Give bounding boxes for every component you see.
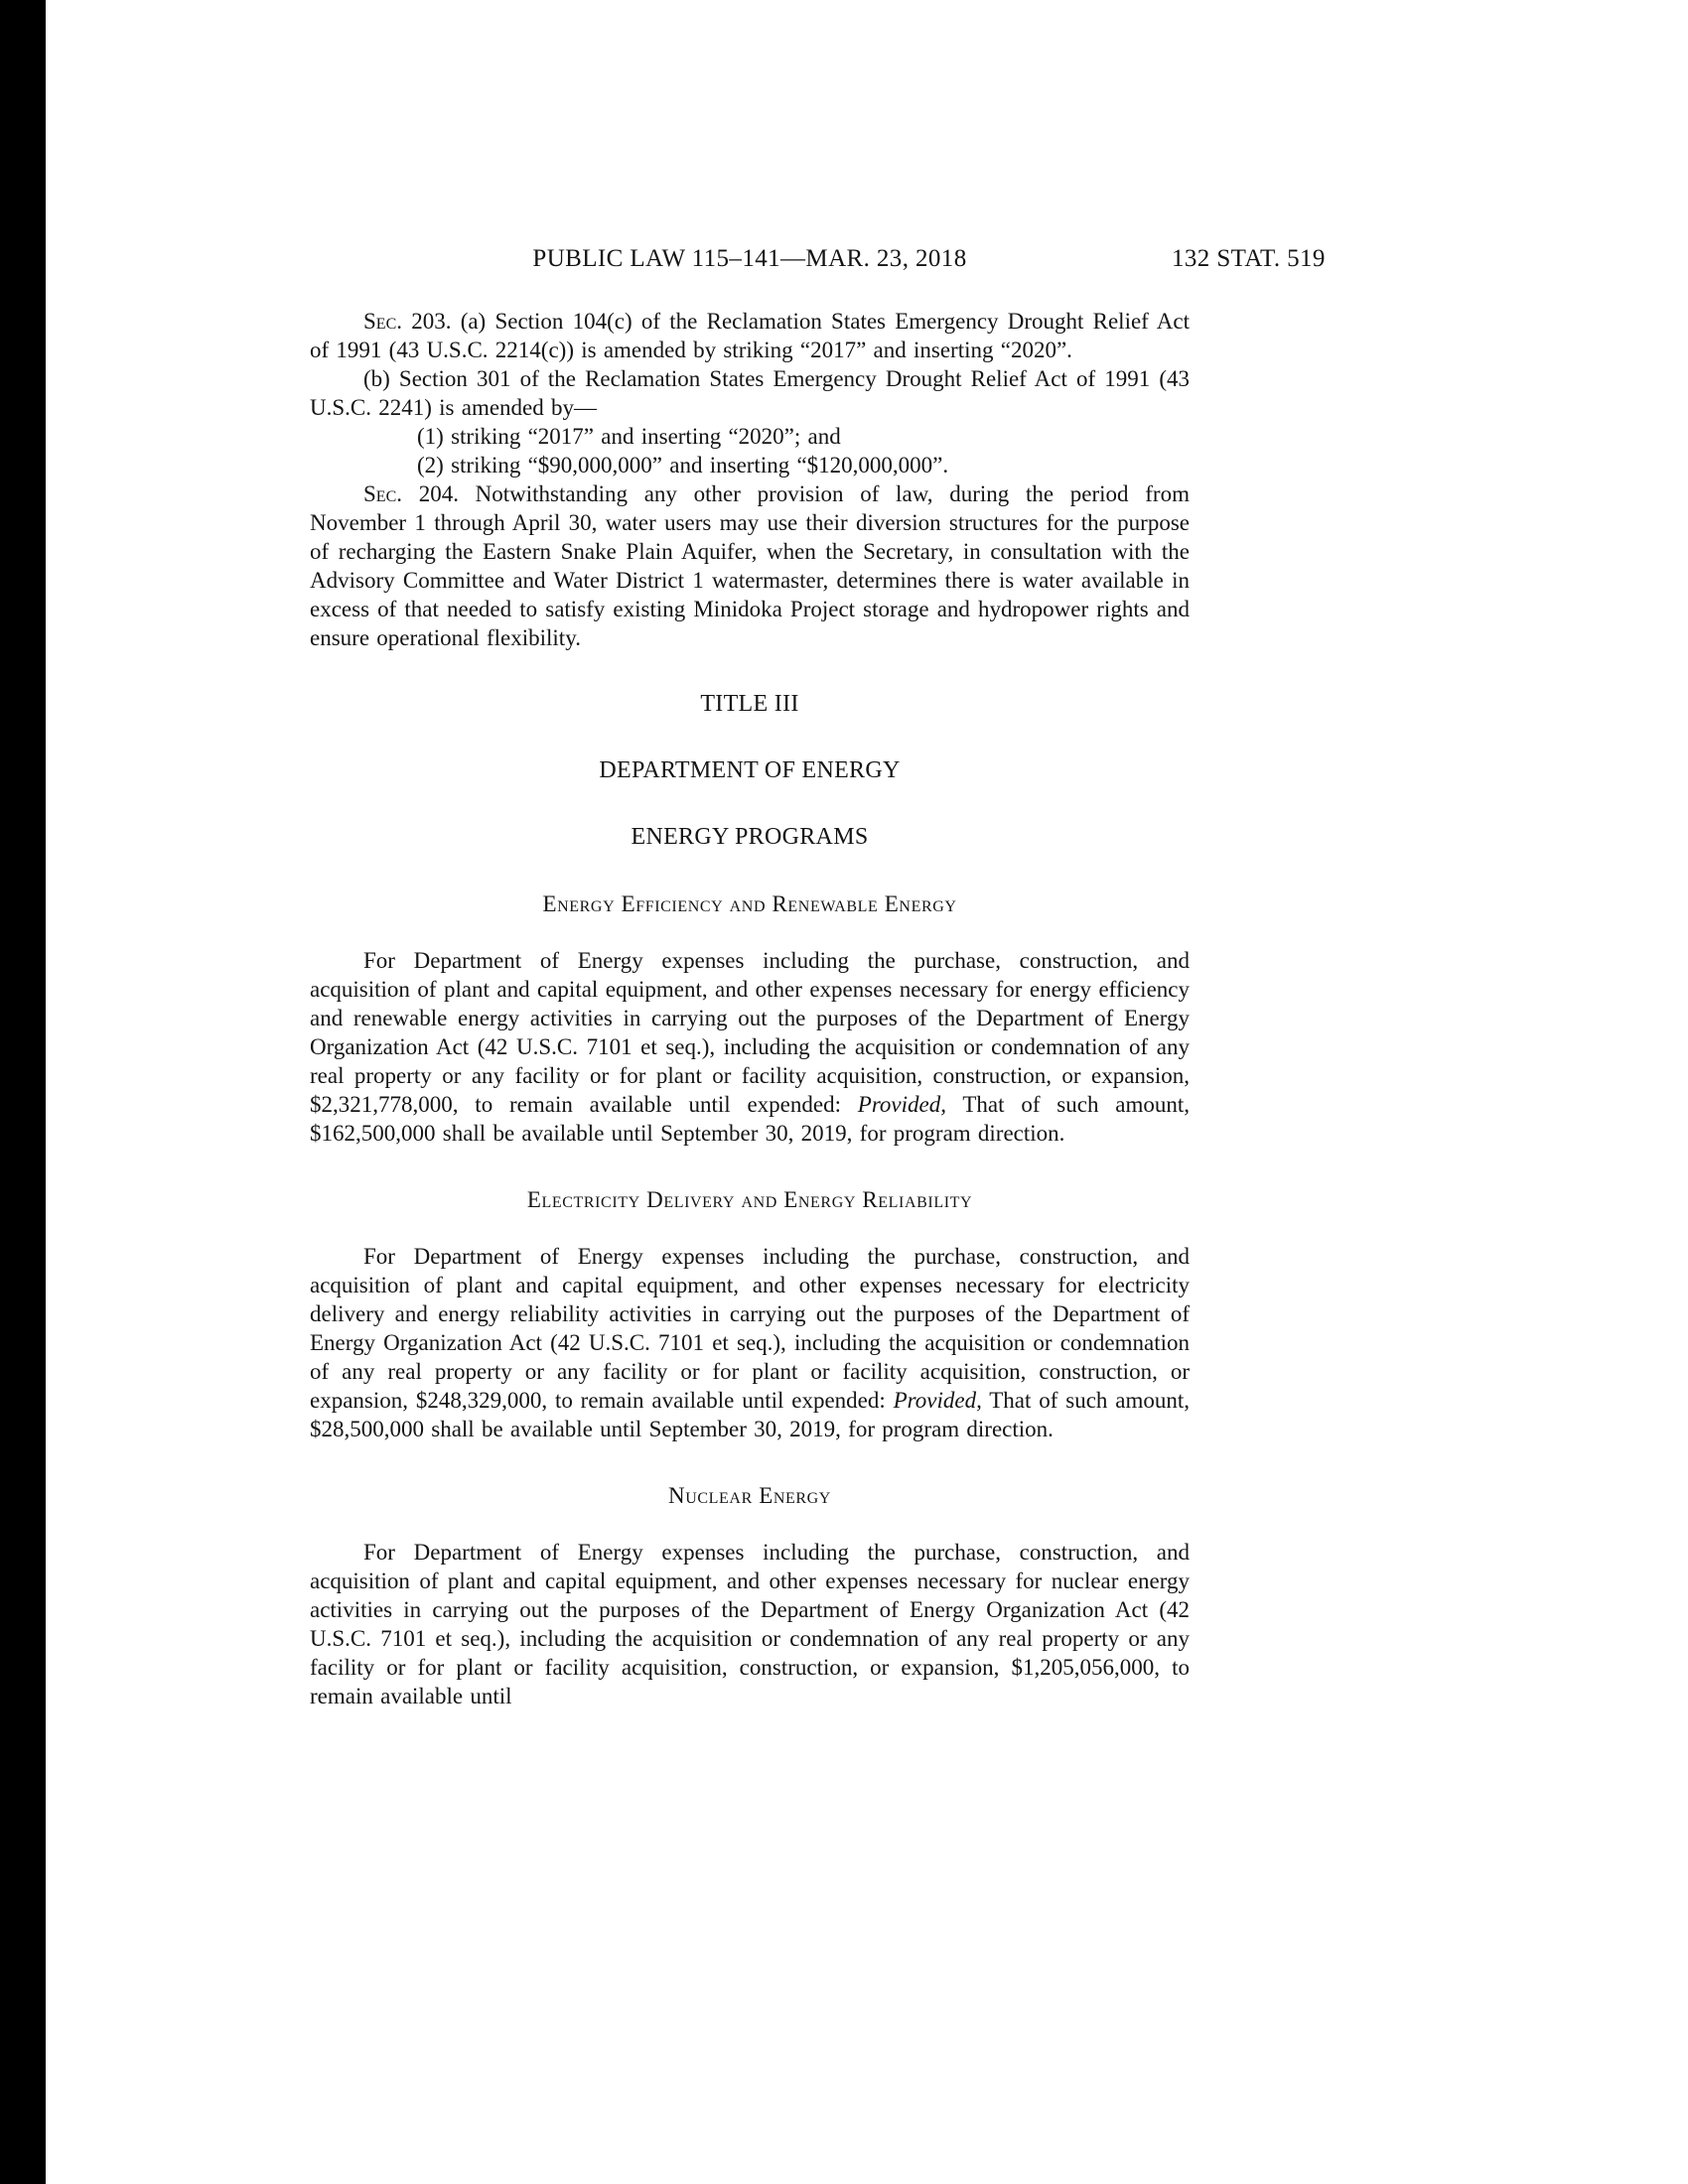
para-sec-203-b: (b) Section 301 of the Reclamation States Emergency Drought Relief Act of 1991 (43 U.S.C. 2241) is amended by—	[310, 366, 1190, 420]
para-eere-appropriation: For Department of Energy expenses including the purchase, construction, and acquisition of plant and capital equipment, and other expenses necessary for energy efficiency and renewable energy activities in carrying out the purposes of the Department of Energy Organization Act (42 U.S.C. 7101 et seq.), including the acquisition or condemnation of any real property or any facility or for plant or facility acquisition, construction, or expansion, $2,321,778,000, to remain available until expended: Provided, That of such amount, $162,500,000 shall be available until September 30, 2019, for program direction.	[310, 948, 1190, 1146]
heading-energy-programs: ENERGY PROGRAMS	[631, 824, 869, 850]
para-nuclear-energy-appropriation: For Department of Energy expenses including the purchase, construction, and acquisition of plant and capital equipment, and other expenses necessary for nuclear energy activities in carrying out the purposes of the Department of Energy Organization Act (42 U.S.C. 7101 et seq.), including the acquisition or condemnation of any real property or any facility or for plant or facility acquisition, construction, or expansion, $1,205,056,000, to remain available until	[310, 1540, 1190, 1708]
para-clause-1: (1) striking “2017” and inserting “2020”; and	[417, 424, 841, 449]
heading-energy-efficiency-renewable-energy: Energy Efficiency and Renewable Energy	[542, 891, 957, 916]
document-content	[310, 307, 1190, 1710]
para-sec-204: Sec. 204. Notwithstanding any other provision of law, during the period from November 1 through April 30, water users may use their diversion structures for the purpose of recharging the Eastern Snake Plain Aquifer, when the Secretary, in consultation with the Advisory Committee and Water District 1 watermaster, determines there is water available in excess of that needed to satisfy existing Minidoka Project storage and hydropower rights and ensure operational flexibility.	[310, 481, 1190, 650]
statute-page	[310, 244, 1326, 1710]
running-head-title: PUBLIC LAW 115–141—MAR. 23, 2018	[532, 245, 967, 272]
para-sec-203: Sec. 203. (a) Section 104(c) of the Reclamation States Emergency Drought Relief Act of 1991 (43 U.S.C. 2214(c)) is amended by striking “2017” and inserting “2020”.	[310, 309, 1190, 362]
para-electricity-delivery-appropriation: For Department of Energy expenses including the purchase, construction, and acquisition of plant and capital equipment, and other expenses necessary for electricity delivery and energy reliability activities in carrying out the purposes of the Department of Energy Organization Act (42 U.S.C. 7101 et seq.), including the acquisition or condemnation of any real property or any facility or for plant or facility acquisition, construction, or expansion, $248,329,000, to remain available until expended: Provided, That of such amount, $28,500,000 shall be available until September 30, 2019, for program direction.	[310, 1244, 1190, 1441]
heading-electricity-delivery-energy-reliability: Electricity Delivery and Energy Reliability	[526, 1187, 973, 1212]
heading-title-iii: TITLE III	[700, 691, 799, 717]
para-clause-2: (2) striking “$90,000,000” and inserting “$120,000,000”.	[417, 453, 949, 478]
scan-binding-bar	[0, 0, 46, 2184]
running-head	[310, 244, 1326, 273]
running-head-stat-number: 132 STAT. 519	[1172, 245, 1326, 272]
heading-department-of-energy: DEPARTMENT OF ENERGY	[599, 757, 901, 783]
heading-nuclear-energy: Nuclear Energy	[668, 1483, 831, 1508]
